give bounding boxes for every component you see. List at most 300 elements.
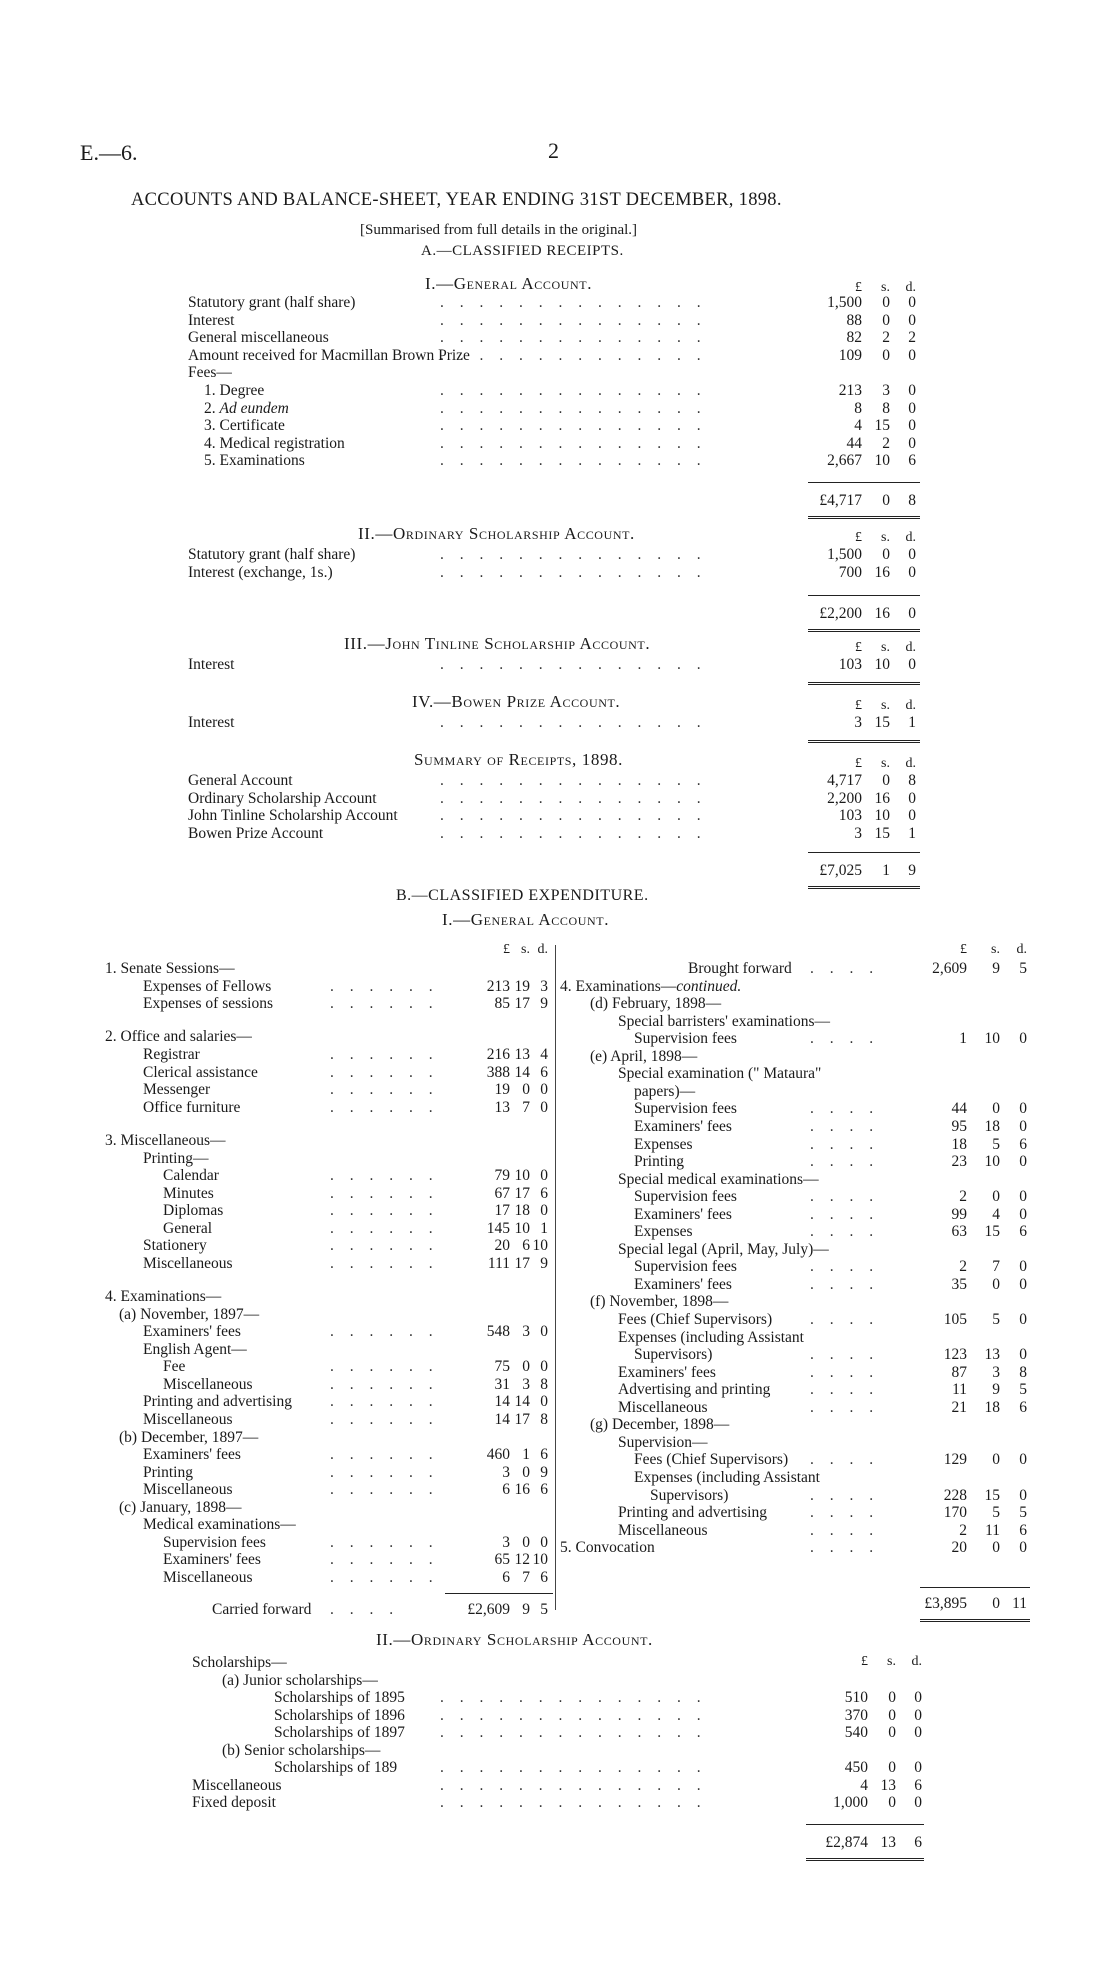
exp-left-label: Calendar [163, 1167, 219, 1185]
general_account-row-l: 109 [838, 346, 862, 364]
exp-left-row-d: 0 [540, 1167, 548, 1185]
exp-left-label: 1. Senate Sessions— [105, 960, 235, 977]
column-header-s: s. [881, 756, 890, 771]
leader-dots: . . . . . . [330, 1446, 439, 1464]
exp-left-row-s: 10 [514, 1167, 530, 1185]
total-rule [808, 516, 920, 521]
leader-dots: . . . . . . [330, 1323, 439, 1341]
exp-right-row-d: 0 [1019, 1205, 1027, 1223]
general_account-row-label: 5. Examinations [204, 452, 305, 470]
column-header-s: s. [881, 640, 890, 655]
summary-total-s: 1 [882, 862, 890, 880]
exp-left-label: Examiners' fees [163, 1551, 261, 1569]
exp-right-row-d: 0 [1019, 1486, 1027, 1504]
continued-italic: continued. [676, 977, 742, 995]
tinline_account-row-label: Interest [188, 656, 235, 673]
carried-forward-l: £2,609 [467, 1600, 510, 1618]
ordinary-exp-row-s: 0 [888, 1794, 896, 1812]
exp-right-col-s: s. [991, 942, 1000, 957]
ordinary-exp-label: (a) Junior scholarships— [222, 1671, 378, 1689]
total-rule [808, 740, 920, 745]
exp-right-label: Supervisors) [650, 1486, 729, 1504]
exp-left-row-s: 17 [514, 1184, 530, 1202]
exp-right-row-s: 10 [984, 1030, 1000, 1048]
exp-right-label: (g) December, 1898— [590, 1416, 730, 1434]
exp-left-row-s: 0 [522, 1533, 530, 1551]
exp-right-label: Miscellaneous [618, 1521, 708, 1539]
exp-left-row-l: 14 [494, 1411, 510, 1429]
summary-row-d: 0 [908, 789, 916, 807]
general_account-row-label: 1. Degree [204, 382, 265, 399]
total-rule [920, 1619, 1030, 1624]
exp-right-row-s: 0 [992, 1539, 1000, 1557]
page-subtitle: [Summarised from full details in the original.] [360, 222, 638, 238]
bowen_account-row-d: 1 [908, 714, 916, 731]
ordinary-exp-total-l: £2,874 [825, 1833, 868, 1851]
exp-left-label: English Agent— [143, 1340, 247, 1358]
exp-right-row-s: 0 [992, 1100, 1000, 1118]
exp-left-row-d: 9 [540, 1463, 548, 1481]
ordinary-exp-row-l: 450 [844, 1759, 868, 1777]
exp-left-row-d: 0 [540, 1098, 548, 1116]
exp-right-label: Special legal (April, May, July)— [618, 1240, 829, 1258]
exp-right-label: Examiners' fees [634, 1275, 732, 1293]
exp-left-row-d: 1 [540, 1219, 548, 1237]
general_account-row-d: 0 [908, 434, 916, 452]
exp-left-label: Expenses of Fellows [143, 977, 272, 995]
exp-left-label: Miscellaneous [143, 1481, 233, 1499]
leader-dots: . . . . . . . . . . . . . . [440, 656, 707, 673]
general_account-row-s: 8 [882, 399, 890, 417]
exp-left-row-d: 8 [540, 1411, 548, 1429]
leader-dots: . . . . . . . . . . . . . . [440, 789, 707, 807]
leader-dots: . . . . . . [330, 1481, 439, 1499]
carried-forward-d: 5 [540, 1600, 548, 1618]
leader-dots: . . . . [810, 1363, 880, 1381]
leader-dots: . . . . [810, 1539, 880, 1557]
exp-left-row-l: 3 [502, 1463, 510, 1481]
leader-dots: . . . . . . [330, 1568, 439, 1586]
exp-left-row-s: 7 [522, 1568, 530, 1586]
exp-left-row-l: 213 [486, 977, 510, 995]
leader-dots: . . . . . . . . . . . . . . [440, 1759, 707, 1777]
exp-left-row-s: 3 [522, 1375, 530, 1393]
exp-right-row-l: 35 [951, 1275, 967, 1293]
exp-right-label: Fees (Chief Supervisors) [634, 1451, 789, 1469]
leader-dots: . . . . . . . . . . . . . . [440, 772, 707, 789]
exp-right-label: Examiners' fees [634, 1117, 732, 1135]
exp-right-row-s: 3 [992, 1363, 1000, 1381]
leader-dots: . . . . [810, 1486, 880, 1504]
exp-left-col-s: s. [521, 942, 530, 957]
exp-right-label: Printing [634, 1153, 684, 1171]
exp-left-row-s: 0 [522, 1081, 530, 1099]
tinline_account-row-s: 10 [874, 656, 890, 673]
exp-right-row-s: 5 [992, 1135, 1000, 1153]
summary-total-d: 9 [908, 862, 916, 880]
leader-dots: . . . . . . . . . . . . . . [440, 434, 707, 452]
exp-left-label: Minutes [163, 1184, 214, 1202]
general_account-row-l: 8 [854, 399, 862, 417]
leader-dots: . . . . . . [330, 1184, 439, 1202]
leader-dots: . . . . . . [330, 1254, 439, 1272]
exp-left-row-s: 12 [514, 1551, 530, 1569]
leader-dots: . . . . . . . . . . . . . . [440, 824, 707, 842]
exp-left-label: Diplomas [163, 1202, 224, 1220]
subtotal-rule [808, 595, 920, 596]
exp-right-row-d: 0 [1019, 1539, 1027, 1557]
expenditure-general-heading: I.—General Account. [442, 910, 610, 929]
exp-left-label: Miscellaneous [163, 1568, 253, 1586]
general_account-row-l: 88 [846, 311, 862, 329]
exp-left-row-d: 10 [532, 1551, 548, 1569]
exp-right-label: (d) February, 1898— [590, 995, 722, 1013]
exp-left-row-s: 7 [522, 1098, 530, 1116]
exp-left-row-s: 6 [522, 1237, 530, 1255]
exp-left-row-l: 19 [494, 1081, 510, 1099]
exp-left-label: 4. Examinations— [105, 1288, 222, 1306]
exp-left-label: Printing and advertising [143, 1393, 292, 1411]
exp-left-row-d: 0 [540, 1533, 548, 1551]
exp-left-row-l: 13 [494, 1098, 510, 1116]
exp-right-label: 4. Examinations—continued. [560, 977, 742, 995]
carried-forward-s: 9 [522, 1600, 530, 1618]
exp-left-label: 3. Miscellaneous— [105, 1131, 226, 1149]
exp-left-row-l: 14 [494, 1393, 510, 1411]
exp-right-row-l: 2,609 [932, 960, 967, 977]
leader-dots: . . . . . . [330, 1358, 439, 1376]
ordinary-exp-row-l: 510 [844, 1689, 868, 1707]
summary-row-d: 8 [908, 772, 916, 789]
exp-left-row-d: 0 [540, 1202, 548, 1220]
leader-dots: . . . . [810, 1223, 880, 1241]
leader-dots: . . . . . . . . . . . . . . [440, 546, 707, 563]
summary-row-l: 4,717 [827, 772, 862, 789]
total-rule [808, 886, 920, 891]
exp-left-label: Miscellaneous [143, 1411, 233, 1429]
leader-dots: . . . . . . . . . . . . . . [440, 382, 707, 399]
column-header-d: d. [905, 280, 916, 295]
summary-row-s: 16 [874, 789, 890, 807]
exp-right-total-l: £3,895 [924, 1594, 967, 1612]
exp-left-row-l: 67 [494, 1184, 510, 1202]
ordinary-account-total-d: 0 [908, 605, 916, 623]
column-header-l: £ [855, 756, 862, 771]
exp-left-row-d: 6 [540, 1446, 548, 1464]
exp-right-row-d: 6 [1019, 1521, 1027, 1539]
exp-right-row-s: 10 [984, 1153, 1000, 1171]
exp-left-row-d: 4 [540, 1045, 548, 1063]
general_account-row-s: 0 [882, 294, 890, 311]
exp-left-row-s: 18 [514, 1202, 530, 1220]
exp-left-col-l: £ [503, 942, 510, 957]
exp-right-label: Supervision fees [634, 1100, 737, 1118]
exp-right-row-l: 44 [951, 1100, 967, 1118]
leader-dots: . . . . [810, 1153, 880, 1171]
exp-right-label: (f) November, 1898— [590, 1293, 729, 1311]
exp-right-row-l: 228 [943, 1486, 967, 1504]
exp-left-row-l: 31 [494, 1375, 510, 1393]
exp-right-row-d: 5 [1019, 960, 1027, 977]
leader-dots: . . . . [810, 1100, 880, 1118]
exp-right-row-l: 95 [951, 1117, 967, 1135]
leader-dots: . . . . . . . . . . . . . . [440, 1706, 707, 1724]
exp-left-label: Printing— [143, 1149, 209, 1167]
column-header-d: d. [905, 640, 916, 655]
general_account-row-s: 10 [874, 452, 890, 470]
exp-left-row-d: 0 [540, 1081, 548, 1099]
exp-left-label: Examiners' fees [143, 1323, 241, 1341]
document-reference: E.—6. [80, 140, 138, 165]
exp-right-row-s: 18 [984, 1398, 1000, 1416]
leader-dots: . . . . [810, 1188, 880, 1206]
leader-dots: . . . . . . [330, 1202, 439, 1220]
leader-dots: . . . . . . [330, 1551, 439, 1569]
column-divider [555, 945, 556, 1610]
exp-left-row-l: 20 [494, 1237, 510, 1255]
exp-right-row-s: 7 [992, 1258, 1000, 1276]
subtotal-rule [808, 482, 920, 483]
summary-row-l: 103 [838, 807, 862, 825]
ordinary-exp-label: Scholarships of 1895 [274, 1689, 405, 1707]
exp-left-row-s: 14 [514, 1393, 530, 1411]
ordinary-exp-row-l: 370 [844, 1706, 868, 1724]
general_account-row-d: 0 [908, 382, 916, 399]
exp-left-row-l: 65 [494, 1551, 510, 1569]
ordinary-exp-total-d: 6 [914, 1833, 922, 1851]
leader-dots: . . . . . . . . . . . . . . [440, 346, 707, 364]
exp-right-label: (e) April, 1898— [590, 1047, 698, 1065]
exp-left-row-s: 3 [522, 1323, 530, 1341]
exp-right-row-l: 2 [959, 1188, 967, 1206]
exp-left-label: (a) November, 1897— [119, 1305, 260, 1323]
ordinary-exp-total-s: 13 [880, 1833, 896, 1851]
general_account-row-d: 0 [908, 311, 916, 329]
ordinary-exp-row-d: 0 [914, 1706, 922, 1724]
leader-dots: . . . . . . [330, 1045, 439, 1063]
exp-right-row-l: 21 [951, 1398, 967, 1416]
exp-left-row-d: 6 [540, 1184, 548, 1202]
exp-left-row-l: 388 [486, 1063, 510, 1081]
exp-right-row-s: 15 [984, 1486, 1000, 1504]
column-header-l: £ [855, 530, 862, 545]
exp-right-row-s: 0 [992, 1275, 1000, 1293]
leader-dots: . . . . [810, 1504, 880, 1522]
subtotal-rule [445, 1593, 553, 1594]
exp-right-label: papers)— [634, 1082, 696, 1100]
ordinary_account-row-d: 0 [908, 563, 916, 581]
ordinary-exp-label: Miscellaneous [192, 1776, 282, 1794]
exp-left-label: Miscellaneous [163, 1375, 253, 1393]
exp-left-row-d: 8 [540, 1375, 548, 1393]
ordinary-exp-heading: II.—Ordinary Scholarship Account. [376, 1630, 653, 1649]
ordinary-exp-label: Fixed deposit [192, 1794, 276, 1812]
general_account-row-label: Fees— [188, 364, 232, 382]
general_account-row-label: 2. Ad eundem [204, 399, 289, 417]
general_account-row-s: 2 [882, 329, 890, 347]
exp-left-row-d: 6 [540, 1063, 548, 1081]
exp-right-row-l: 170 [943, 1504, 967, 1522]
receipts-heading: A.—CLASSIFIED RECEIPTS. [421, 243, 624, 259]
exp-right-row-l: 87 [951, 1363, 967, 1381]
ordinary-exp-row-s: 0 [888, 1724, 896, 1742]
exp-right-row-d: 8 [1019, 1363, 1027, 1381]
exp-right-label: Special medical examinations— [618, 1170, 819, 1188]
summary-row-d: 0 [908, 807, 916, 825]
exp-right-row-s: 5 [992, 1311, 1000, 1328]
general_account-row-d: 0 [908, 294, 916, 311]
exp-left-label: General [163, 1219, 213, 1237]
column-header-l: £ [855, 280, 862, 295]
exp-right-label: Printing and advertising [618, 1504, 767, 1522]
exp-left-row-l: 17 [494, 1202, 510, 1220]
exp-left-row-s: 19 [514, 977, 530, 995]
column-header-s: s. [881, 280, 890, 295]
exp-right-label: Expenses (including Assistant [618, 1328, 804, 1346]
leader-dots: . . . . . . [330, 1237, 439, 1255]
exp-right-label: Examiners' fees [634, 1205, 732, 1223]
exp-left-col-d: d. [537, 942, 548, 957]
leader-dots: . . . . . . [330, 1081, 439, 1099]
column-header-s: s. [881, 530, 890, 545]
total-rule [808, 629, 920, 634]
ordinary-exp-label: Scholarships— [192, 1654, 287, 1671]
exp-left-row-l: 79 [494, 1167, 510, 1185]
column-header-s: s. [881, 698, 890, 713]
summary-row-l: 3 [854, 824, 862, 842]
exp-right-row-s: 13 [984, 1346, 1000, 1364]
leader-dots: . . . . . . [330, 977, 439, 995]
column-header-d: d. [905, 530, 916, 545]
page-title: ACCOUNTS AND BALANCE-SHEET, YEAR ENDING 31ST DECEMBER, 1898. [131, 190, 782, 210]
exp-right-label: Supervisors) [634, 1346, 713, 1364]
leader-dots: . . . . [810, 1398, 880, 1416]
exp-right-row-d: 0 [1019, 1346, 1027, 1364]
exp-left-label: Registrar [143, 1045, 200, 1063]
ordinary-exp-row-d: 0 [914, 1759, 922, 1777]
summary-row-label: John Tinline Scholarship Account [188, 807, 398, 825]
ordinary-exp-row-s: 0 [888, 1689, 896, 1707]
exp-right-row-l: 105 [943, 1311, 967, 1328]
summary-row-s: 0 [882, 772, 890, 789]
exp-right-row-s: 11 [985, 1521, 1000, 1539]
leader-dots: . . . . [810, 1117, 880, 1135]
exp-right-total-d: 11 [1012, 1594, 1027, 1612]
ordinary-exp-row-d: 0 [914, 1724, 922, 1742]
exp-right-label: Miscellaneous [618, 1398, 708, 1416]
ordinary-exp-label: Scholarships of 1897 [274, 1724, 405, 1742]
exp-right-label: 5. Convocation [560, 1539, 655, 1557]
bowen_account-row-l: 3 [854, 714, 862, 731]
ordinary-exp-row-d: 0 [914, 1689, 922, 1707]
bowen_account-heading: IV.—Bowen Prize Account. [412, 692, 621, 711]
exp-left-label: Messenger [143, 1081, 211, 1099]
exp-right-label: Expenses [634, 1223, 693, 1241]
exp-left-row-d: 3 [540, 977, 548, 995]
column-header-l: £ [855, 640, 862, 655]
exp-right-label: Expenses [634, 1135, 693, 1153]
ordinary-account-total-l: £2,200 [819, 605, 862, 623]
exp-right-row-d: 0 [1019, 1258, 1027, 1276]
leader-dots: . . . . . . [330, 1375, 439, 1393]
exp-right-label: Fees (Chief Supervisors) [618, 1311, 773, 1328]
leader-dots: . . . . . . . . . . . . . . [440, 399, 707, 417]
leader-dots: . . . . . . [330, 995, 439, 1013]
bowen_account-row-s: 15 [874, 714, 890, 731]
general_account-row-label: 4. Medical registration [204, 434, 345, 452]
exp-right-row-s: 15 [984, 1223, 1000, 1241]
general-account-total-d: 8 [908, 492, 916, 509]
exp-left-row-l: 6 [502, 1481, 510, 1499]
exp-right-label: Supervision— [618, 1433, 708, 1451]
exp-right-row-l: 1 [959, 1030, 967, 1048]
leader-dots: . . . . . . . . . . . . . . [440, 1794, 707, 1812]
ordinary-account-total-s: 16 [874, 605, 890, 623]
ordinary-exp-row-d: 6 [914, 1776, 922, 1794]
exp-left-row-l: 111 [487, 1254, 510, 1272]
exp-left-row-d: 0 [540, 1323, 548, 1341]
exp-right-row-d: 0 [1019, 1030, 1027, 1048]
exp-right-row-l: 63 [951, 1223, 967, 1241]
exp-left-row-l: 75 [494, 1358, 510, 1376]
exp-left-row-l: 6 [502, 1568, 510, 1586]
exp-right-row-d: 0 [1019, 1188, 1027, 1206]
leader-dots: . . . . . . [330, 1098, 439, 1116]
summary-row-s: 10 [874, 807, 890, 825]
summary-row-d: 1 [908, 824, 916, 842]
leader-dots: . . . . . . . . . . . . . . [440, 417, 707, 435]
leader-dots: . . . . [810, 1451, 880, 1469]
exp-right-label: Expenses (including Assistant [634, 1468, 820, 1486]
exp-right-total-s: 0 [992, 1594, 1000, 1612]
exp-left-label: Medical examinations— [143, 1516, 296, 1534]
exp-right-row-d: 5 [1019, 1504, 1027, 1522]
general_account-row-s: 15 [874, 417, 890, 435]
general_account-row-d: 0 [908, 399, 916, 417]
leader-dots: . . . . . . . . . . . . . . [440, 294, 707, 311]
exp-left-row-s: 17 [514, 1411, 530, 1429]
exp-right-row-l: 11 [952, 1381, 967, 1399]
exp-left-label: Miscellaneous [143, 1254, 233, 1272]
general_account-row-l: 213 [838, 382, 862, 399]
exp-right-label: Supervision fees [634, 1258, 737, 1276]
ordinary_account-row-label: Interest (exchange, 1s.) [188, 563, 333, 581]
exp-left-label: 2. Office and salaries— [105, 1028, 252, 1046]
leader-dots: . . . . [810, 1205, 880, 1223]
exp-right-label: Advertising and printing [618, 1381, 771, 1399]
summary-row-l: 2,200 [827, 789, 862, 807]
exp-left-label: Printing [143, 1463, 193, 1481]
exp-left-row-l: 145 [486, 1219, 510, 1237]
exp-right-row-d: 0 [1019, 1153, 1027, 1171]
ordinary-exp-label: (b) Senior scholarships— [222, 1741, 381, 1759]
leader-dots: . . . . [810, 1311, 880, 1328]
column-header-l: £ [855, 698, 862, 713]
exp-left-label: Examiners' fees [143, 1446, 241, 1464]
leader-dots: . . . . . . [330, 1411, 439, 1429]
exp-left-row-d: 6 [540, 1568, 548, 1586]
ordinary-exp-row-l: 1,000 [833, 1794, 868, 1812]
general_account-row-l: 82 [846, 329, 862, 347]
expenditure-heading: B.—CLASSIFIED EXPENDITURE. [396, 887, 649, 904]
exp-right-row-l: 99 [951, 1205, 967, 1223]
leader-dots: . . . . . . . . . . . . . . [440, 1776, 707, 1794]
exp-right-row-l: 2 [959, 1258, 967, 1276]
exp-left-row-s: 1 [522, 1446, 530, 1464]
exp-right-row-l: 23 [951, 1153, 967, 1171]
general_account-heading: I.—General Account. [425, 274, 593, 293]
general-account-total-l: £4,717 [819, 492, 862, 509]
